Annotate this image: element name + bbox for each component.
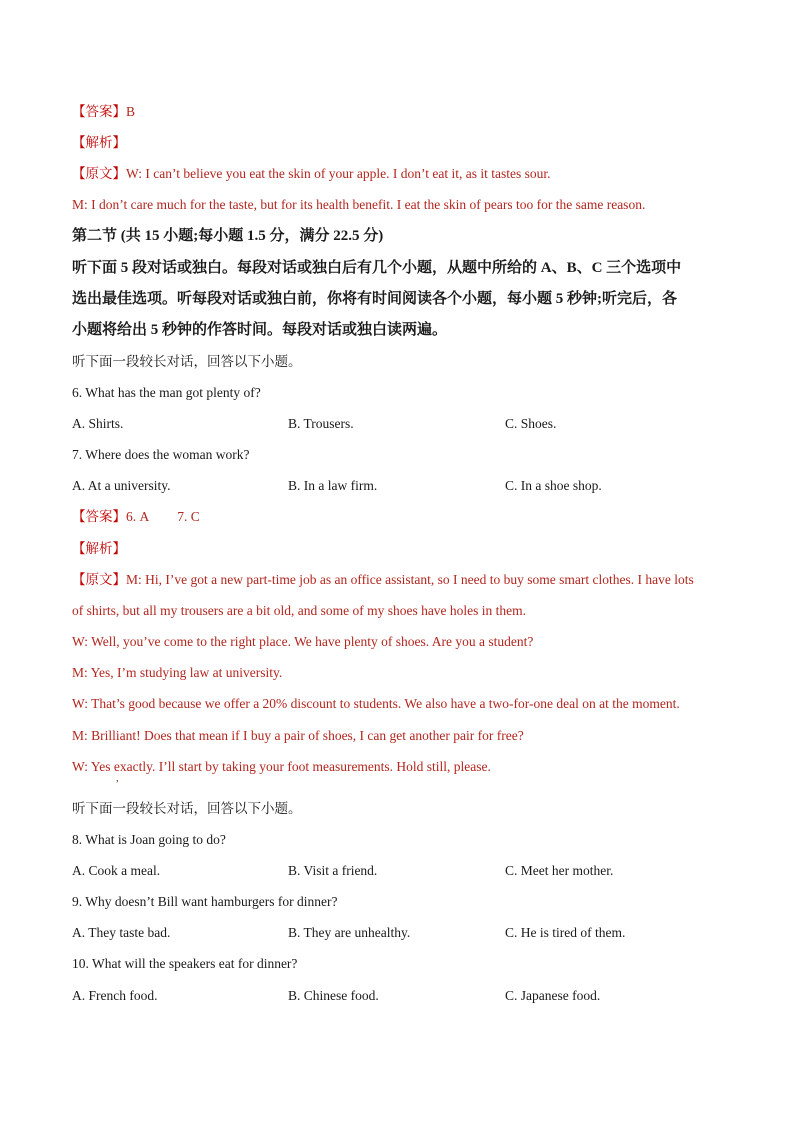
option-b: B. Trousers. — [288, 416, 354, 431]
answer-value: 6. A — [126, 509, 150, 524]
answer-value: B — [126, 104, 136, 119]
option-a: A. French food. — [72, 988, 158, 1003]
group-intro: 听下面一段较长对话，回答以下小题。 — [72, 354, 302, 369]
transcript-tag: 【原文】 — [72, 572, 126, 587]
analysis-tag: 【解析】 — [72, 541, 126, 556]
option-a: A. Shirts. — [72, 416, 124, 431]
analysis-tag: 【解析】 — [72, 135, 126, 150]
question-stem: 8. What is Joan going to do? — [72, 832, 226, 847]
option-c: C. Meet her mother. — [505, 863, 614, 878]
question-stem: 6. What has the man got plenty of? — [72, 385, 261, 400]
option-a: A. They taste bad. — [72, 925, 171, 940]
instructions-line-2: 选出最佳选项。听每段对话或独白前，你将有时间阅读各个小题，每小题 5 秒钟;听完后，各 — [72, 291, 677, 307]
analysis-line — [72, 540, 734, 558]
answer-value: 7. C — [177, 509, 200, 524]
option-c: C. Shoes. — [505, 416, 557, 431]
option-c: C. In a shoe shop. — [505, 478, 602, 493]
answer-tag: 【答案】 — [72, 104, 126, 119]
option-b: B. Chinese food. — [288, 988, 379, 1003]
instructions-line-1: 听下面 5 段对话或独白。每段对话或独白后有几个小题，从题中所给的 A、B、C 三个选项中 — [72, 260, 682, 276]
option-b: B. Visit a friend. — [288, 863, 378, 878]
transcript-tag: 【原文】 — [72, 166, 126, 181]
answer-line-1 — [72, 103, 734, 121]
option-a: A. At a university. — [72, 478, 171, 493]
analysis-line-1 — [72, 134, 734, 152]
stray-comma: , — [116, 772, 119, 784]
transcript-line-2: M: I don’t care much for the taste, but for its health benefit. I eat the skin of pears too for the same reason. — [72, 197, 646, 212]
transcript-line-1 — [72, 165, 734, 183]
transcript-text: W: I can’t believe you eat the skin of your apple. I don’t eat it, as it tastes sour. — [126, 166, 551, 181]
answer-line — [72, 508, 734, 526]
transcript-line: M: Yes, I’m studying law at university. — [72, 665, 283, 680]
question-stem: 7. Where does the woman work? — [72, 447, 250, 462]
question-stem: 9. Why doesn’t Bill want hamburgers for dinner? — [72, 894, 338, 909]
option-a: A. Cook a meal. — [72, 863, 161, 878]
transcript-line: of shirts, but all my trousers are a bit old, and some of my shoes have holes in them. — [72, 603, 527, 618]
section-title: 第二节 (共 15 小题;每小题 1.5 分，满分 22.5 分) — [72, 228, 384, 244]
option-b: B. They are unhealthy. — [288, 925, 411, 940]
option-c: C. He is tired of them. — [505, 925, 626, 940]
question-stem: 10. What will the speakers eat for dinner? — [72, 956, 298, 971]
option-b: B. In a law firm. — [288, 478, 378, 493]
transcript-line — [72, 571, 734, 589]
transcript-line: W: Well, you’ve come to the right place. We have plenty of shoes. Are you a student? — [72, 634, 534, 649]
group-intro: 听下面一段较长对话，回答以下小题。 — [72, 801, 302, 816]
answer-tag: 【答案】 — [72, 509, 126, 524]
instructions-line-3: 小题将给出 5 秒钟的作答时间。每段对话或独白读两遍。 — [72, 322, 448, 338]
transcript-line: M: Brilliant! Does that mean if I buy a pair of shoes, I can get another pair for free? — [72, 728, 524, 743]
transcript-line: W: Yes exactly. I’ll start by taking your foot measurements. Hold still, please. — [72, 759, 491, 774]
option-c: C. Japanese food. — [505, 988, 601, 1003]
transcript-line: W: That’s good because we offer a 20% discount to students. We also have a two-for-one deal on at the moment. — [72, 696, 680, 711]
transcript-text: M: Hi, I’ve got a new part-time job as an office assistant, so I need to buy some smart clothes. I have lots — [126, 572, 694, 587]
